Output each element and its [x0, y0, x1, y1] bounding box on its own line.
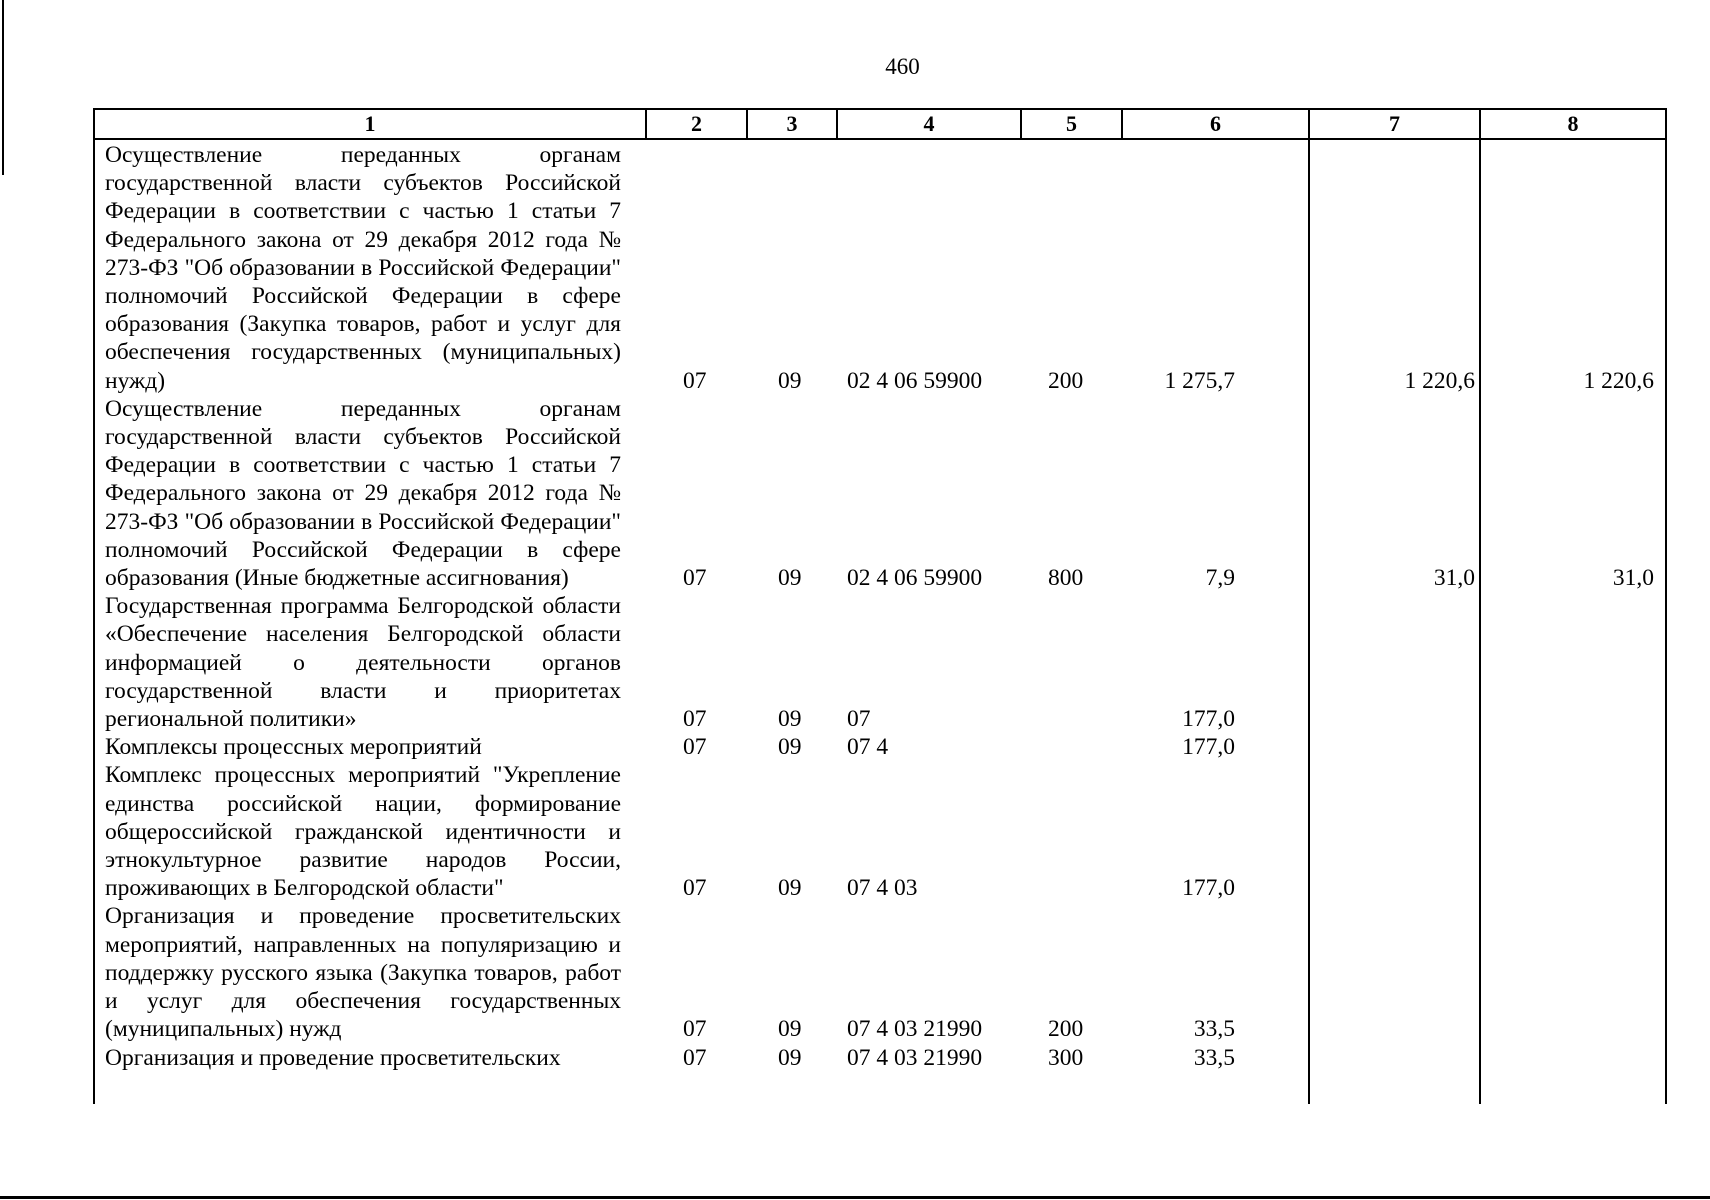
budget-table [93, 108, 1667, 1104]
row-amount-col6: 177,0 [1182, 734, 1235, 761]
row-name: Организация и проведение просветительских [105, 1044, 561, 1071]
row-amount-col7: 1 220,6 [1404, 367, 1475, 394]
row-expense-type: 300 [1048, 1044, 1084, 1071]
row-amount-col8: 1 220,6 [1583, 367, 1654, 394]
row-target-article: 02 4 06 59900 [847, 367, 983, 394]
row-subsection: 09 [778, 734, 802, 761]
row-expense-type: 800 [1048, 565, 1084, 592]
row-amount-col6: 177,0 [1182, 706, 1235, 733]
row-subsection: 09 [778, 706, 802, 733]
row-name: Комплексы процессных мероприятий [105, 734, 482, 761]
table-row [95, 902, 1665, 1043]
row-amount-col8: 31,0 [1612, 565, 1654, 592]
row-section: 07 [683, 565, 707, 592]
row-target-article: 07 [847, 706, 871, 733]
row-subsection: 09 [778, 565, 802, 592]
header-divider [95, 138, 1665, 140]
scan-bottom-line [0, 1196, 1710, 1199]
page-number: 460 [885, 54, 920, 79]
row-subsection: 09 [778, 875, 802, 902]
row-amount-col6: 7,9 [1205, 565, 1235, 592]
scan-edge-line [2, 0, 4, 175]
row-name: Комплекс процессных мероприятий "Укрепление единства российской нации, формирование общероссийской гражданской идентичности и этнокультурное развитие народов России, проживающих в Белгородской области" [105, 762, 621, 902]
row-expense-type: 200 [1048, 1016, 1084, 1043]
table-row [95, 592, 1665, 733]
table-row [95, 395, 1665, 592]
header-col-7: 7 [1389, 111, 1400, 136]
row-target-article: 02 4 06 59900 [847, 565, 983, 592]
row-subsection: 09 [778, 367, 802, 394]
row-target-article: 07 4 03 21990 [847, 1044, 983, 1071]
row-name: Организация и проведение просветительских мероприятий, направленных на популяризацию и поддержку русского языка (Закупка товаров, работ и услуг для обеспечения государственных (муниципальных) нужд [105, 903, 621, 1043]
row-target-article: 07 4 [847, 734, 889, 761]
table-row [95, 733, 1665, 761]
table-row [95, 141, 1665, 395]
row-subsection: 09 [778, 1016, 802, 1043]
row-amount-col6: 1 275,7 [1164, 367, 1235, 394]
table-row [95, 761, 1665, 902]
table-body [95, 141, 1665, 1072]
row-name: Осуществление переданных органам государственной власти субъектов Российской Федерации в соответствии с частью 1 статьи 7 Федерального закона от 29 декабря 2012 года № 273-ФЗ "Об образовании в Российской Федерации" полномочий Российской Федерации в сфере образования (Закупка товаров, работ и услуг для обеспечения государственных (муниципальных) нужд) [105, 142, 621, 394]
row-name: Государственная программа Белгородской области «Обеспечение населения Белгородской области информацией о деятельности органов государственной власти и приоритетах региональной политики» [105, 593, 621, 733]
header-col-6: 6 [1210, 111, 1221, 136]
header-col-3: 3 [786, 111, 798, 136]
row-subsection: 09 [778, 1044, 802, 1071]
row-amount-col6: 33,5 [1193, 1044, 1235, 1071]
row-section: 07 [683, 367, 707, 394]
row-expense-type: 200 [1048, 367, 1084, 394]
row-section: 07 [683, 875, 707, 902]
header-col-1: 1 [364, 111, 376, 136]
row-section: 07 [683, 706, 707, 733]
table-row [95, 1044, 1665, 1072]
row-amount-col7: 31,0 [1433, 565, 1475, 592]
row-target-article: 07 4 03 [847, 875, 918, 902]
header-col-5: 5 [1066, 111, 1077, 136]
row-section: 07 [683, 1016, 707, 1043]
row-amount-col6: 177,0 [1182, 875, 1235, 902]
row-section: 07 [683, 1044, 707, 1071]
row-section: 07 [683, 734, 707, 761]
header-col-8: 8 [1567, 111, 1579, 136]
row-name: Осуществление переданных органам государственной власти субъектов Российской Федерации в соответствии с частью 1 статьи 7 Федерального закона от 29 декабря 2012 года № 273-ФЗ "Об образовании в Российской Федерации" полномочий Российской Федерации в сфере образования (Иные бюджетные ассигнования) [105, 395, 621, 592]
row-target-article: 07 4 03 21990 [847, 1016, 983, 1043]
header-col-4: 4 [923, 111, 935, 136]
header-col-2: 2 [691, 111, 702, 136]
row-amount-col6: 33,5 [1193, 1016, 1235, 1043]
